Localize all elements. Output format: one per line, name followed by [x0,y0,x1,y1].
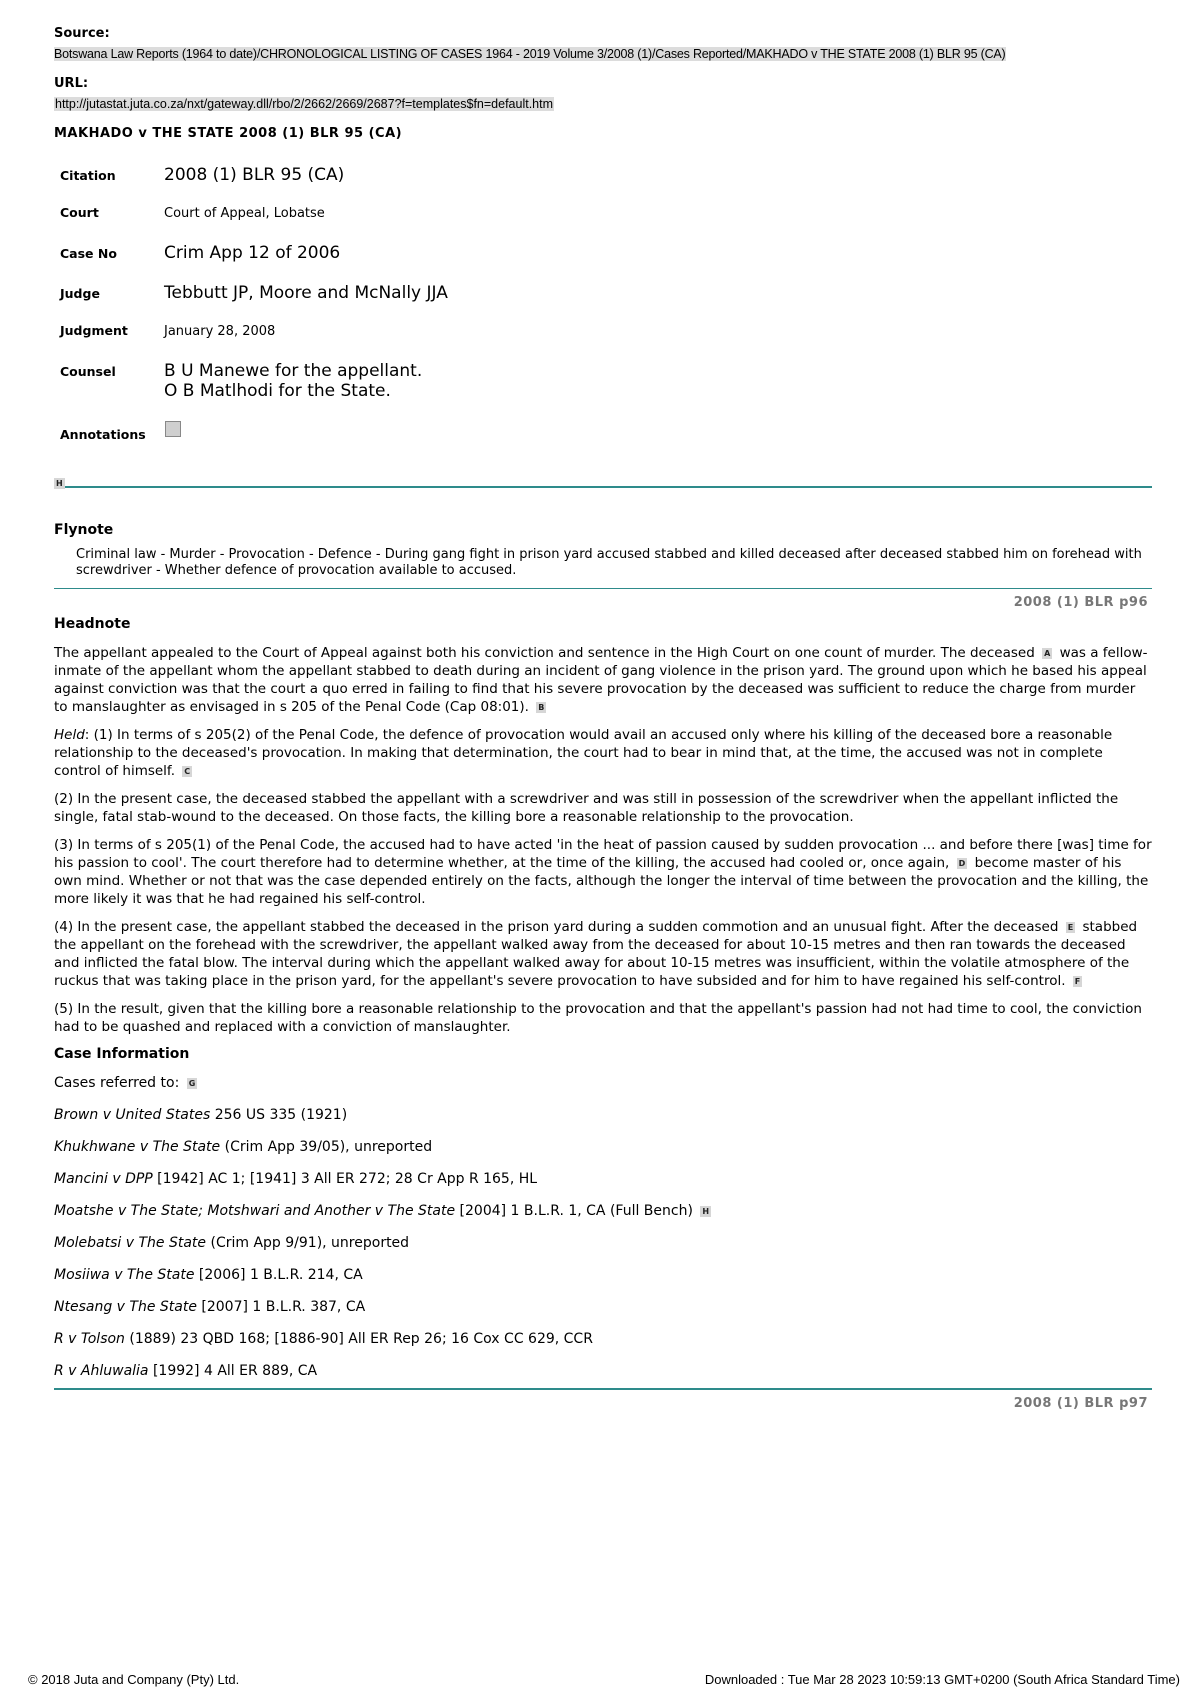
annotations-checkbox[interactable] [165,421,181,437]
case-no-value: Crim App 12 of 2006 [164,243,341,263]
margin-marker: D [958,859,966,868]
source-path: Botswana Law Reports (1964 to date)/CHRONOLOGICAL LISTING OF CASES 1964 - 2019 Volume 3/2008 (1)/Cases Reported/MAKHADO v THE STATE 2008 (1) BLR 95 (CA) [54,47,1006,61]
flynote-divider [54,588,1152,589]
page-ref-p96: 2008 (1) BLR p96 [1013,595,1148,610]
case-details: [1942] AC 1; [1941] 3 All ER 272; 28 Cr App R 165, HL [152,1171,538,1187]
margin-marker: H [702,1207,710,1216]
case-item [54,1298,1152,1316]
headnote-text: was a fellow-inmate of the appellant whom the appellant stabbed to death during an incident of gang violence in the prison yard. The ground upon which he based his appeal against conviction was that the court a quo erred in failing to find that his severe provocation by the deceased was sufficient to reduce the charge from murder to manslaughter as envisaged in s 205 of the Penal Code (Cap 08:01). [54,645,1148,715]
cases-referred-label [54,1074,1152,1092]
headnote-text: : (1) In terms of s 205(2) of the Penal Code, the defence of provocation would avail an accused only where his killing of the deceased bore a reasonable relationship to the deceased's provocation. In making that determination, the court had to bear in mind that, at the time, the accused was not in complete control of himself. [54,727,1113,779]
source-label: Source: [54,26,110,41]
case-details: (Crim App 39/05), unreported [220,1139,433,1155]
margin-marker: A [1044,649,1051,658]
counsel-state: O B Matlhodi for the State. [164,381,391,401]
case-item [54,1266,1152,1284]
document-page [54,26,1152,1417]
margin-marker: H [56,479,63,488]
case-details: [2007] 1 B.L.R. 387, CA [196,1299,366,1315]
headnote-text: (3) In terms of s 205(1) of the Penal Code, the accused had to have acted 'in the heat of passion caused by sudden provocation ... and before there [was] time for his passion to cool'. The court therefore had to determine whether, at the time of the killing, the accused had cooled or, once again, [54,837,1152,871]
case-item [54,1202,1152,1220]
headnote-text: become master of his own mind. Whether or not that was the case depended entirely on the facts, although the longer the interval of time between the provocation and the killing, the more likely it was that he had regained his self-control. [54,855,1149,907]
case-no-label: Case No [60,246,117,261]
case-details: [2004] 1 B.L.R. 1, CA (Full Bench) [455,1203,693,1219]
case-name: Mancini v DPP [54,1171,153,1187]
meta-row-annotations [60,421,448,442]
case-details: [2006] 1 B.L.R. 214, CA [194,1267,363,1283]
url-link[interactable]: http://jutastat.juta.co.za/nxt/gateway.dll/rbo/2/2662/2669/2687?f=templates$fn=default.htm [55,97,554,111]
case-info-heading: Case Information [54,1046,190,1062]
case-item [54,1106,1152,1124]
footer-downloaded: Downloaded : Tue Mar 28 2023 10:59:13 GMT+0200 (South Africa Standard Time) [704,1672,1180,1687]
court-value: Court of Appeal, Lobatse [164,206,325,221]
case-name: R v Ahluwalia [54,1363,149,1379]
case-name: Mosiiwa v The State [54,1267,195,1283]
held-paragraph [54,726,1152,780]
url-block [54,76,1152,112]
margin-marker: F [1074,977,1081,986]
headnote-paragraph [54,836,1152,908]
case-details: [1992] 4 All ER 889, CA [148,1363,318,1379]
case-meta-table [60,165,448,442]
case-item [54,1170,1152,1188]
page-ref-p97: 2008 (1) BLR p97 [1013,1396,1148,1411]
case-name: R v Tolson [54,1331,125,1347]
url-label: URL: [54,76,89,91]
judgment-value: January 28, 2008 [164,324,276,339]
meta-row-case-no [60,243,448,283]
case-item [54,1330,1152,1348]
held-label: Held [54,727,85,743]
court-label: Court [60,205,99,220]
annotations-value [164,421,448,442]
citation-label: Citation [60,168,116,183]
cases-referred-text: Cases referred to: [54,1075,180,1091]
case-details: (1889) 23 QBD 168; [1886-90] All ER Rep 26; 16 Cox CC 629, CCR [124,1331,593,1347]
case-item [54,1362,1152,1380]
marker-h-row [54,472,1152,486]
headnote-heading: Headnote [54,616,131,632]
counsel-appellant: B U Manewe for the appellant. [164,361,423,381]
cases-list [54,1106,1152,1380]
flynote-text: Criminal law - Murder - Provocation - Defence - During gang fight in prison yard accused stabbed and killed deceased after deceased stabbed him on forehead with screwdriver - Whether defence of provocation available to accused. [76,547,1142,578]
judge-label: Judge [60,286,100,301]
case-details: (Crim App 9/91), unreported [206,1235,410,1251]
margin-marker: E [1067,923,1074,932]
case-name: Khukhwane v The State [54,1139,221,1155]
case-name: Ntesang v The State [54,1299,197,1315]
margin-marker: B [538,703,545,712]
headnote-paragraph [54,644,1152,716]
case-item [54,1234,1152,1252]
headnote-text: (4) In the present case, the appellant stabbed the deceased in the prison yard during a sudden commotion and an unusual fight. After the deceased [54,919,1059,935]
headnote-paragraph [54,918,1152,990]
case-name: Moatshe v The State; Motshwari and Another v The State [54,1203,456,1219]
case-name: Brown v United States [54,1107,211,1123]
case-details: 256 US 335 (1921) [210,1107,348,1123]
meta-row-judge [60,283,448,323]
case-item [54,1138,1152,1156]
flynote-heading: Flynote [54,522,114,538]
meta-row-counsel [60,361,448,421]
counsel-value [164,361,448,421]
headnote-paragraph: (2) In the present case, the deceased stabbed the appellant with a screwdriver and was still in possession of the screwdriver when the appellant inflicted the single, fatal stab-wound to the deceased. On those facts, the killing bore a reasonable relationship to the provocation. [54,791,1119,825]
case-title: MAKHADO v THE STATE 2008 (1) BLR 95 (CA) [54,126,403,141]
judge-value: Tebbutt JP, Moore and McNally JJA [164,283,448,303]
meta-row-citation [60,165,448,205]
headnote-text: The appellant appealed to the Court of Appeal against both his conviction and sentence in the High Court on one count of murder. The deceased [54,645,1035,661]
source-block [54,26,1152,62]
meta-row-judgment [60,323,448,361]
margin-marker: G [188,1079,196,1088]
margin-marker: C [184,767,191,776]
citation-value: 2008 (1) BLR 95 (CA) [164,165,345,185]
annotations-label: Annotations [60,427,146,442]
page-divider [54,1388,1152,1390]
footer-copyright: © 2018 Juta and Company (Pty) Ltd. [28,1672,240,1687]
headnote-text: stabbed the appellant on the forehead with the screwdriver, the appellant walked away from the deceased for about 10-15 metres and then ran towards the deceased and inflicted the fatal blow. The interval during which the appellant walked away for about 10-15 metres was insufficient, within the volatile atmosphere of the ruckus that was taking place in the prison yard, for the appellant's severe provocation to have subsided and for him to have regained his self-control. [54,919,1138,989]
counsel-label: Counsel [60,364,116,379]
judgment-label: Judgment [60,323,128,338]
meta-row-court [60,205,448,243]
headnote-paragraph: (5) In the result, given that the killing bore a reasonable relationship to the provocation and that the appellant's passion had not had time to cool, the conviction had to be quashed and replaced with a conviction of manslaughter. [54,1001,1142,1035]
case-name: Molebatsi v The State [54,1235,207,1251]
